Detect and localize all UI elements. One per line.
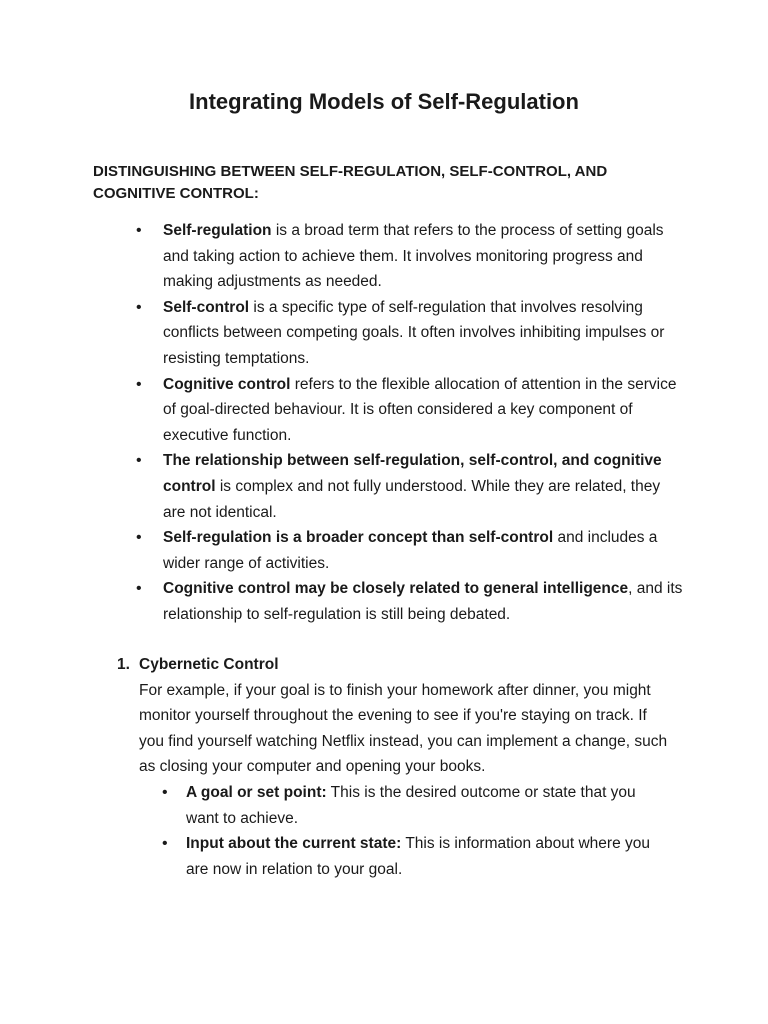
sub-bullet-term: A goal or set point: bbox=[186, 783, 327, 801]
section-heading: DISTINGUISHING BETWEEN SELF-REGULATION, SELF-CONTROL, AND COGNITIVE CONTROL: bbox=[93, 163, 608, 202]
bullet-term: Self-regulation is a broader concept than self-control bbox=[163, 529, 554, 547]
bullet-term: Cognitive control may be closely related to general intelligence bbox=[163, 580, 629, 598]
bullet-term: The relationship between self-regulation, self-control, and cognitive control bbox=[163, 452, 662, 495]
bullet-item bbox=[163, 372, 683, 449]
sub-bullet-term: Input about the current state: bbox=[186, 835, 402, 853]
bullet-item bbox=[163, 576, 683, 627]
bullet-term: Self-regulation bbox=[163, 222, 272, 239]
definition-bullet-list bbox=[163, 218, 683, 628]
numbered-item-heading: Cybernetic Control bbox=[139, 656, 279, 673]
bullet-term: Cognitive control bbox=[163, 375, 291, 393]
bullet-text: , and its relationship to self-regulation is still being debated. bbox=[163, 580, 683, 623]
document-title: Integrating Models of Self-Regulation bbox=[189, 89, 579, 114]
bullet-item bbox=[163, 295, 683, 372]
sub-bullet-text: This is the desired outcome or state that you want to achieve. bbox=[186, 783, 636, 827]
bullet-item bbox=[163, 218, 683, 295]
bullet-item bbox=[163, 448, 683, 525]
bullet-text: is a broad term that refers to the process of setting goals and taking action to achieve them. It involves monitoring progress and making adjustments as needed. bbox=[163, 222, 664, 291]
sub-bullet-item bbox=[186, 780, 669, 831]
sub-bullet-list bbox=[139, 780, 669, 882]
sub-bullet-item bbox=[186, 831, 669, 882]
numbered-item-body: For example, if your goal is to finish your homework after dinner, you might monitor yourself throughout the evening to see if you're staying on track. If you find yourself watching Netflix instead, you can implement a change, such as closing your computer and opening your books. bbox=[139, 681, 668, 776]
bullet-item bbox=[163, 525, 683, 576]
bullet-text: refers to the flexible allocation of attention in the service of goal-directed behaviour. It is often considered a key component of executive function. bbox=[163, 375, 677, 444]
bullet-text: is complex and not fully understood. While they are related, they are not identical. bbox=[163, 477, 661, 521]
bullet-text: is a specific type of self-regulation that involves resolving conflicts between competing goals. It often involves inhibiting impulses or resisting temptations. bbox=[163, 298, 665, 367]
numbered-item-cybernetic-control bbox=[117, 652, 669, 882]
bullet-text: and includes a wider range of activities. bbox=[163, 529, 658, 572]
sub-bullet-text: This is information about where you are now in relation to your goal. bbox=[186, 835, 651, 878]
bullet-term: Self-control bbox=[163, 298, 250, 316]
list-number: 1. bbox=[117, 656, 130, 673]
